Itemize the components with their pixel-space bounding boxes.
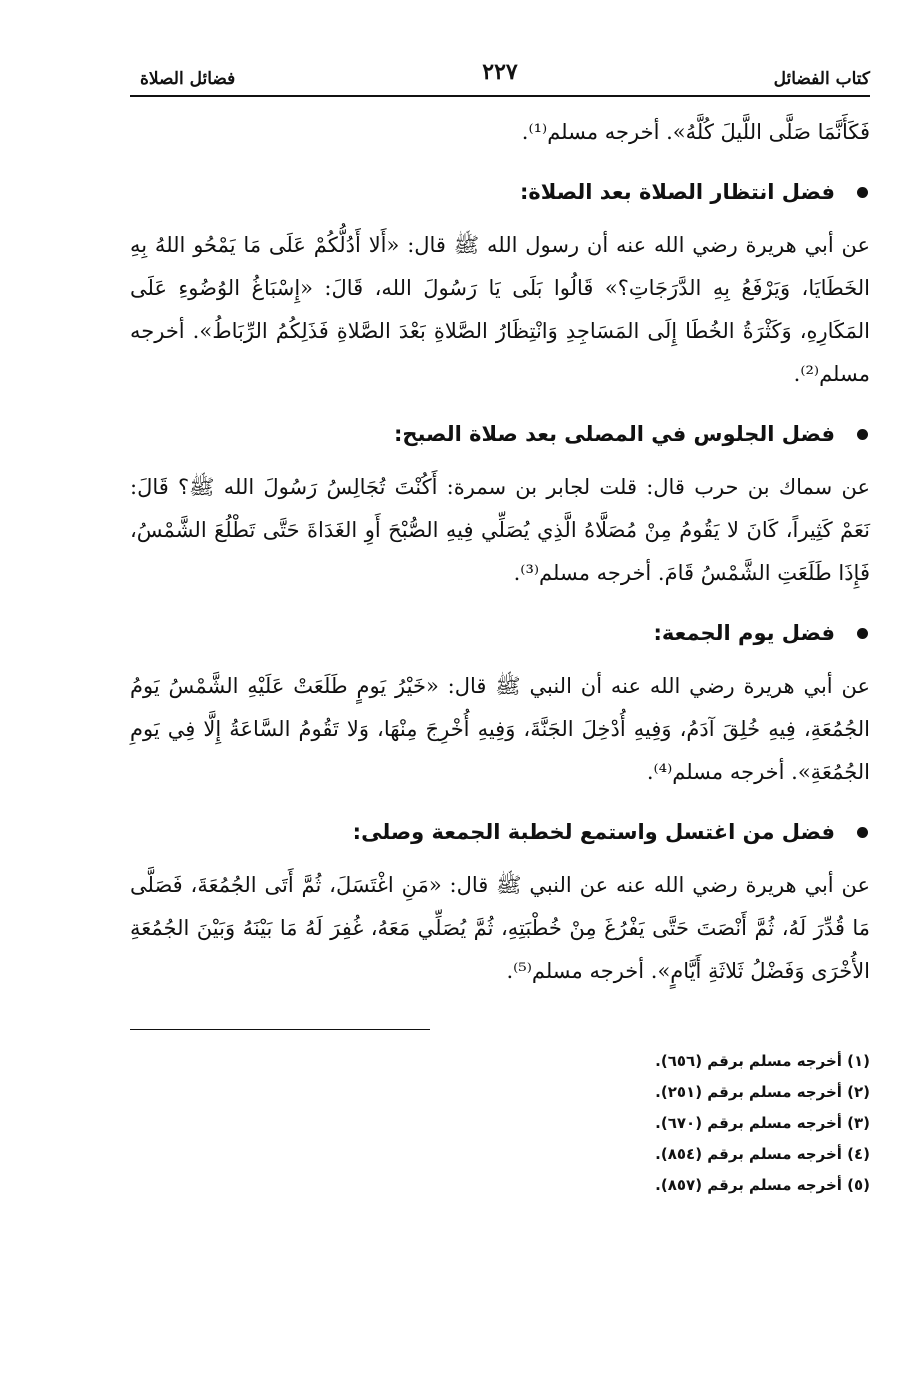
section-heading bbox=[130, 414, 870, 454]
bullet-icon bbox=[857, 429, 868, 440]
book-page bbox=[130, 55, 870, 1201]
section-text: عن أبي هريرة رضي الله عنه عن النبي ﷺ قال: «مَنِ اغْتَسَلَ، ثُمَّ أَتَى الجُمُعَةَ، فَصَلَّى مَا قُدِّرَ لَهُ، ثُمَّ أَنْصَتَ حَتَّى يَفْرُغَ مِنْ خُطْبَتِهِ، ثُمَّ يُصَلِّي مَعَهُ، غُفِرَ لَهُ مَا بَيْنَهُ وَبَيْنَ الجُمُعَةِ الأُخْرَى وَفَضْلُ ثَلاثَةِ أَيَّامٍ». أخرجه مسلم⁽⁵⁾. bbox=[130, 873, 870, 983]
running-header bbox=[130, 55, 870, 97]
footnote-item: (٤) أخرجه مسلم برقم (٨٥٤). bbox=[655, 1145, 870, 1163]
intro-line: فَكَأَنَّمَا صَلَّى اللَّيلَ كُلَّهُ». أخرجه مسلم⁽¹⁾. bbox=[521, 120, 870, 144]
section-text: عن أبي هريرة رضي الله عنه أن رسول الله ﷺ قال: «أَلا أَدُلُّكُمْ عَلَى مَا يَمْحُو اللهُ بِهِ الخَطَايَا، وَيَرْفَعُ بِهِ الدَّرَجَاتِ؟» قَالُوا بَلَى يَا رَسُولَ الله، قَالَ: «إِسْبَاغُ الوُضُوءِ عَلَى المَكَارِهِ، وَكَثْرَةُ الخُطَا إِلَى المَسَاجِدِ وَانْتِظَارُ الصَّلاةِ بَعْدَ الصَّلاةِ فَذَلِكُمُ الرِّبَاطُ». أخرجه مسلم⁽²⁾. bbox=[130, 233, 870, 386]
bullet-icon bbox=[857, 187, 868, 198]
footnote-item: (٣) أخرجه مسلم برقم (٦٧٠). bbox=[655, 1114, 870, 1132]
section-heading bbox=[130, 172, 870, 212]
section-sitting-after-fajr bbox=[130, 414, 870, 595]
section-heading-text: فضل الجلوس في المصلى بعد صلاة الصبح: bbox=[393, 422, 835, 446]
footnote-item: (٥) أخرجه مسلم برقم (٨٥٧). bbox=[655, 1176, 870, 1194]
section-waiting-for-prayer bbox=[130, 172, 870, 396]
section-friday-sermon bbox=[130, 812, 870, 993]
section-text: عن أبي هريرة رضي الله عنه أن النبي ﷺ قال: «خَيْرُ يَومٍ طَلَعَتْ عَلَيْهِ الشَّمْسُ يَومُ الجُمُعَةِ، فِيهِ خُلِقَ آدَمُ، وَفِيهِ أُدْخِلَ الجَنَّةَ، وَفِيهِ أُخْرِجَ مِنْهَا، وَلا تَقُومُ السَّاعَةُ إِلَّا فِي يَومِ الجُمُعَةِ». أخرجه مسلم⁽⁴⁾. bbox=[130, 674, 870, 784]
bullet-icon bbox=[857, 827, 868, 838]
section-heading-text: فضل من اغتسل واستمع لخطبة الجمعة وصلى: bbox=[352, 820, 835, 844]
footnote-divider bbox=[130, 1029, 430, 1030]
section-friday bbox=[130, 613, 870, 794]
section-heading-text: فضل يوم الجمعة: bbox=[653, 621, 835, 645]
book-title: كتاب الفضائل bbox=[773, 69, 870, 89]
page-number: ٢٢٧ bbox=[482, 59, 518, 85]
chapter-title: فضائل الصلاة bbox=[140, 69, 236, 89]
bullet-icon bbox=[857, 628, 868, 639]
section-heading bbox=[130, 613, 870, 653]
footnotes bbox=[130, 1046, 870, 1201]
footnote-item: (٢) أخرجه مسلم برقم (٢٥١). bbox=[655, 1083, 870, 1101]
footnote-item: (١) أخرجه مسلم برقم (٦٥٦). bbox=[655, 1052, 870, 1070]
section-heading-text: فضل انتظار الصلاة بعد الصلاة: bbox=[519, 180, 835, 204]
section-text: عن سماك بن حرب قال: قلت لجابر بن سمرة: أَكُنْتَ تُجَالِسُ رَسُولَ الله ﷺ؟ قَالَ: نَعَمْ كَثِيراً، كَانَ لا يَقُومُ مِنْ مُصَلَّاهُ الَّذِي يُصَلِّي فِيهِ الصُّبْحَ أَوِ الغَدَاةَ حَتَّى تَطْلُعَ الشَّمْسُ، فَإِذَا طَلَعَتِ الشَّمْسُ قَامَ. أخرجه مسلم⁽³⁾. bbox=[130, 475, 870, 585]
section-heading bbox=[130, 812, 870, 852]
